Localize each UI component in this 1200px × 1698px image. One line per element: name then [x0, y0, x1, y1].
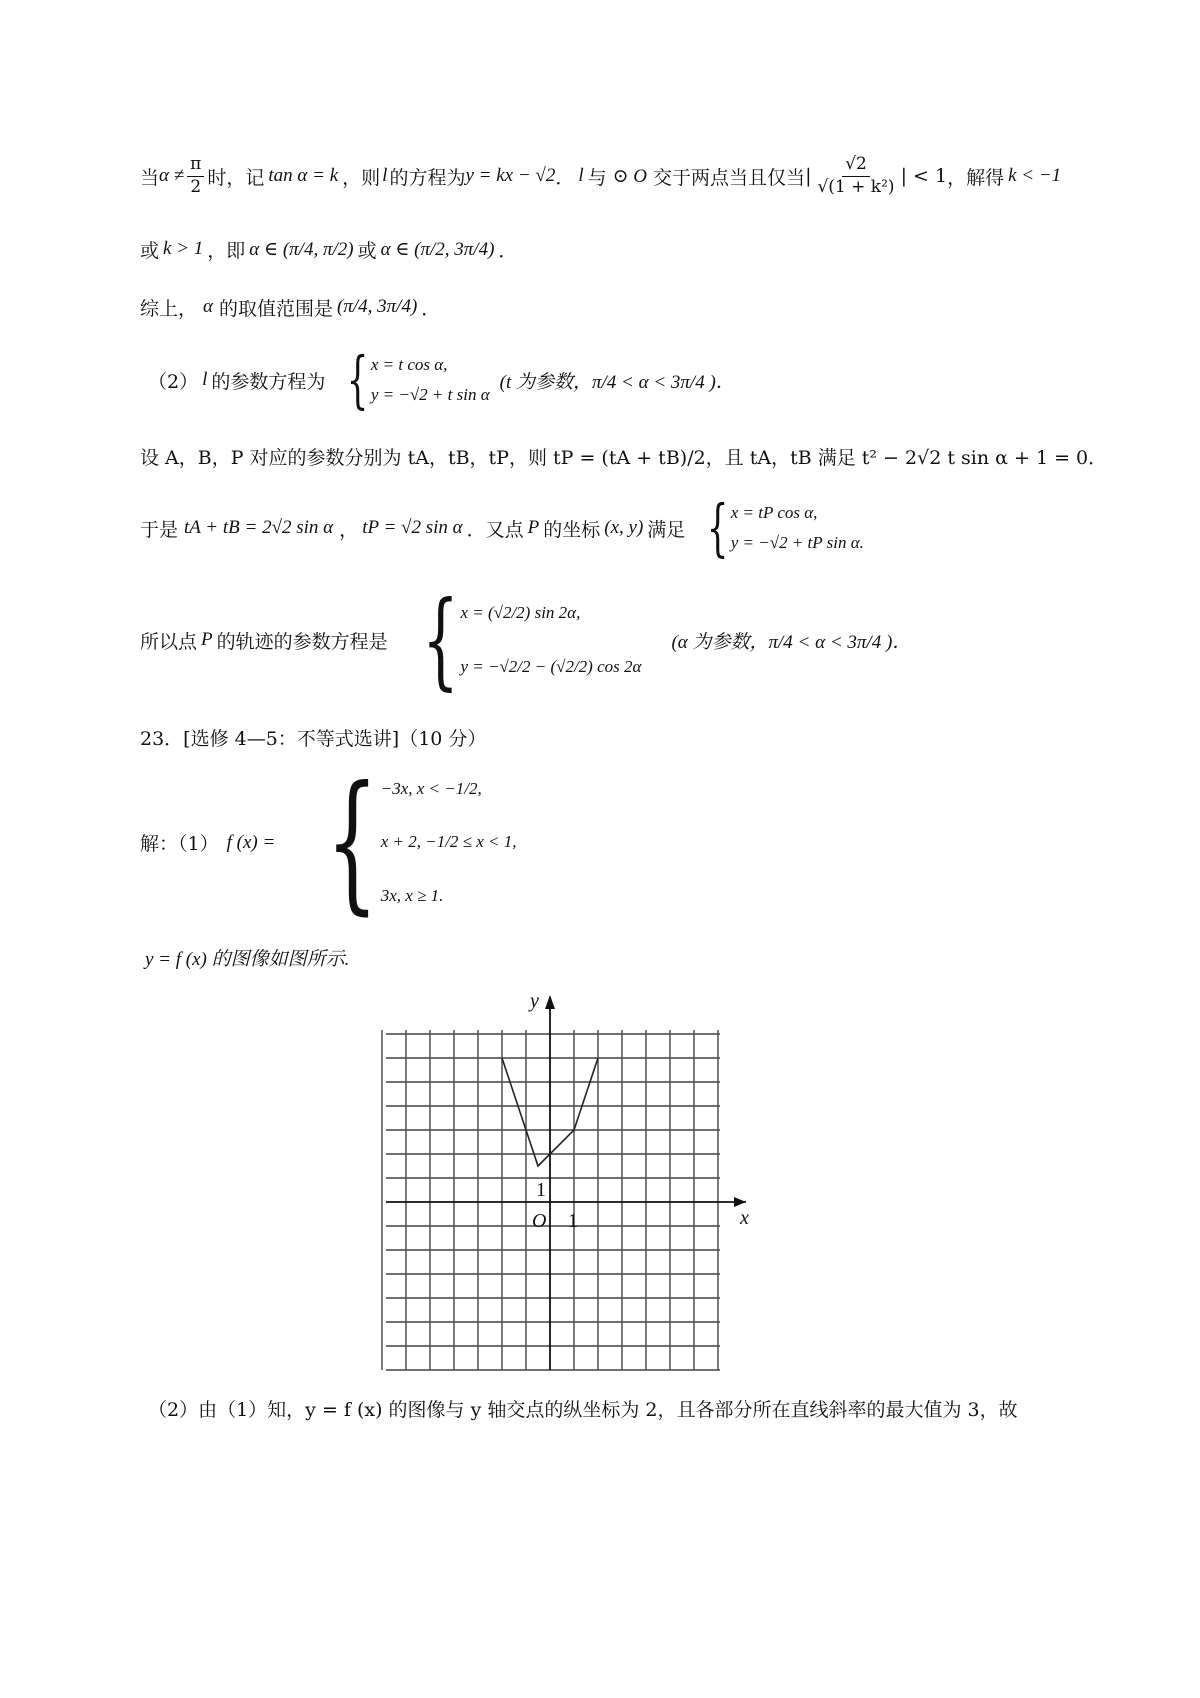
text-line-1: [140, 150, 1061, 202]
math-expr: k > 1: [163, 238, 204, 259]
math-expr: y = kx − √2: [465, 165, 556, 186]
text-seg: 设 A，B，P 对应的参数分别为 tA，tB，tP，则 tP = (tA + tB)/2，且 tA，tB 满足 t² − 2√2 t sin α + 1 = 0．: [140, 446, 1108, 469]
equation-row: y = −√2 + tP sin α.: [730, 533, 864, 553]
system-rows: [460, 593, 641, 688]
math-expr: |: [805, 165, 812, 187]
text-seg: ．: [555, 166, 575, 189]
text-line-param: [148, 343, 735, 417]
case-row: x + 2, −1/2 ≤ x < 1,: [380, 832, 517, 852]
math-expr: l: [382, 165, 388, 186]
math-expr: P: [201, 629, 213, 650]
fraction: [187, 155, 204, 197]
text-seg: 的方程为: [389, 166, 466, 189]
math-expr: α ∈ (π/4, π/2): [249, 238, 354, 260]
text-seg: ，则: [342, 166, 381, 189]
equation-row: x = tP cos α,: [730, 502, 818, 522]
system-rows: [381, 775, 517, 910]
fraction-num: π: [187, 155, 204, 177]
origin-label: O: [532, 1210, 547, 1232]
param-note: (α 为参数，π/4 < α < 3π/4 )．: [671, 631, 912, 653]
text-seg: 当: [140, 166, 160, 189]
text-seg: 或: [140, 239, 160, 262]
brace-glyph: {: [421, 578, 459, 701]
math-expr: (x, y): [604, 517, 644, 538]
fraction: [814, 155, 897, 197]
text-seg: 与: [587, 166, 607, 189]
equation-row: y = −√2/2 − (√2/2) cos 2α: [460, 657, 642, 677]
math-expr: l: [202, 369, 208, 390]
math-expr: α: [203, 296, 213, 317]
fraction-den: 2: [190, 176, 202, 197]
caption-text: y = f (x) 的图像如图所示.: [145, 948, 350, 970]
equation-system: [329, 343, 490, 417]
equation-system: [689, 491, 864, 565]
fraction-num: √2: [842, 155, 870, 177]
case-row: −3x, x < −1/2,: [380, 778, 482, 798]
equation-system: [392, 578, 642, 701]
text-seg: 的取值范围是: [219, 297, 334, 320]
fraction-den: √(1 + k²): [817, 176, 895, 197]
text-line-trajectory: [140, 578, 912, 701]
math-expr: tA + tB = 2√2 sin α: [184, 517, 334, 538]
text-seg: 的轨迹的参数方程是: [216, 630, 388, 653]
text-seg: ，解得: [947, 166, 1005, 189]
function-graph: [378, 985, 778, 1385]
brace-glyph: {: [707, 491, 729, 565]
q23-piecewise: [140, 755, 521, 929]
y-axis-label: y: [530, 990, 539, 1012]
math-expr: l: [578, 165, 584, 186]
param-note: (t 为参数，π/4 < α < 3π/4 )．: [499, 371, 735, 393]
text-seg: ．又点: [466, 518, 524, 541]
piecewise-system: [283, 755, 517, 929]
graph-caption: [145, 942, 349, 972]
text-line-last: [148, 1390, 1018, 1426]
text-seg: 满足: [647, 518, 686, 541]
math-expr: tan α = k: [268, 165, 339, 186]
math-expr: α ∈ (π/2, 3π/4): [380, 238, 495, 260]
system-rows: [371, 352, 490, 408]
text-seg: 时，记: [207, 166, 265, 189]
text-line-set: [140, 432, 1107, 480]
axis-labels: [528, 990, 749, 1232]
text-seg: 所以点: [140, 630, 198, 653]
y-axis-arrow: [545, 995, 555, 1009]
y-tick-label: 1: [536, 1179, 546, 1201]
text-line-so: 于是 tA + tB = 2√2 sin α ， tP = √2 sin α ．又点 P 的坐标 (x, y) 满足 { x = tP cos α, y = −√2 + tP sin α.: [140, 491, 864, 565]
x-axis-arrow: [734, 1197, 746, 1207]
heading-text: 23．[选修 4—5：不等式选讲]（10 分）: [140, 727, 487, 750]
math-expr: k < −1: [1008, 165, 1062, 186]
text-line-2: [140, 226, 517, 272]
brace-glyph: {: [326, 755, 379, 929]
text-seg: ，即: [207, 239, 246, 262]
math-expr: ⊙ O: [612, 165, 648, 187]
math-expr: f (x) =: [226, 831, 276, 853]
text-line-3: [140, 287, 440, 327]
text-seg: （2）由（1）知，y = f (x) 的图像与 y 轴交点的纵坐标为 2，且各部分所在直线斜率的最大值为 3，故: [148, 1398, 1018, 1421]
text-seg: ．: [421, 297, 441, 320]
x-axis-label: x: [740, 1207, 749, 1229]
math-expr: α ≠: [159, 165, 185, 186]
x-tick-label: 1: [568, 1210, 578, 1232]
text-seg: 或: [357, 239, 377, 262]
text-seg: 的坐标: [543, 518, 601, 541]
equation-row: y = −√2 + t sin α: [370, 385, 490, 405]
text-seg: ．: [498, 239, 518, 262]
grid: [382, 1030, 720, 1370]
axes: [386, 995, 746, 1370]
q23-heading: [140, 720, 486, 754]
math-expr: | < 1: [900, 165, 948, 187]
brace-glyph: {: [347, 343, 369, 417]
text-seg: 于是: [140, 518, 179, 541]
section-label: （2）: [148, 370, 199, 393]
case-row: 3x, x ≥ 1.: [380, 886, 444, 906]
equation-row: x = (√2/2) sin 2α,: [460, 602, 581, 622]
solution-label: 解：（1）: [140, 833, 219, 855]
system-rows: [731, 500, 864, 556]
text-seg: 综上，: [140, 297, 198, 320]
math-expr: tP = √2 sin α: [362, 517, 463, 538]
math-expr: (π/4, 3π/4): [337, 296, 418, 317]
text-seg: 的参数方程为: [211, 370, 326, 393]
text-seg: 交于两点当且仅当: [653, 166, 806, 189]
math-expr: P: [527, 517, 540, 538]
equation-row: x = t cos α,: [370, 354, 448, 374]
